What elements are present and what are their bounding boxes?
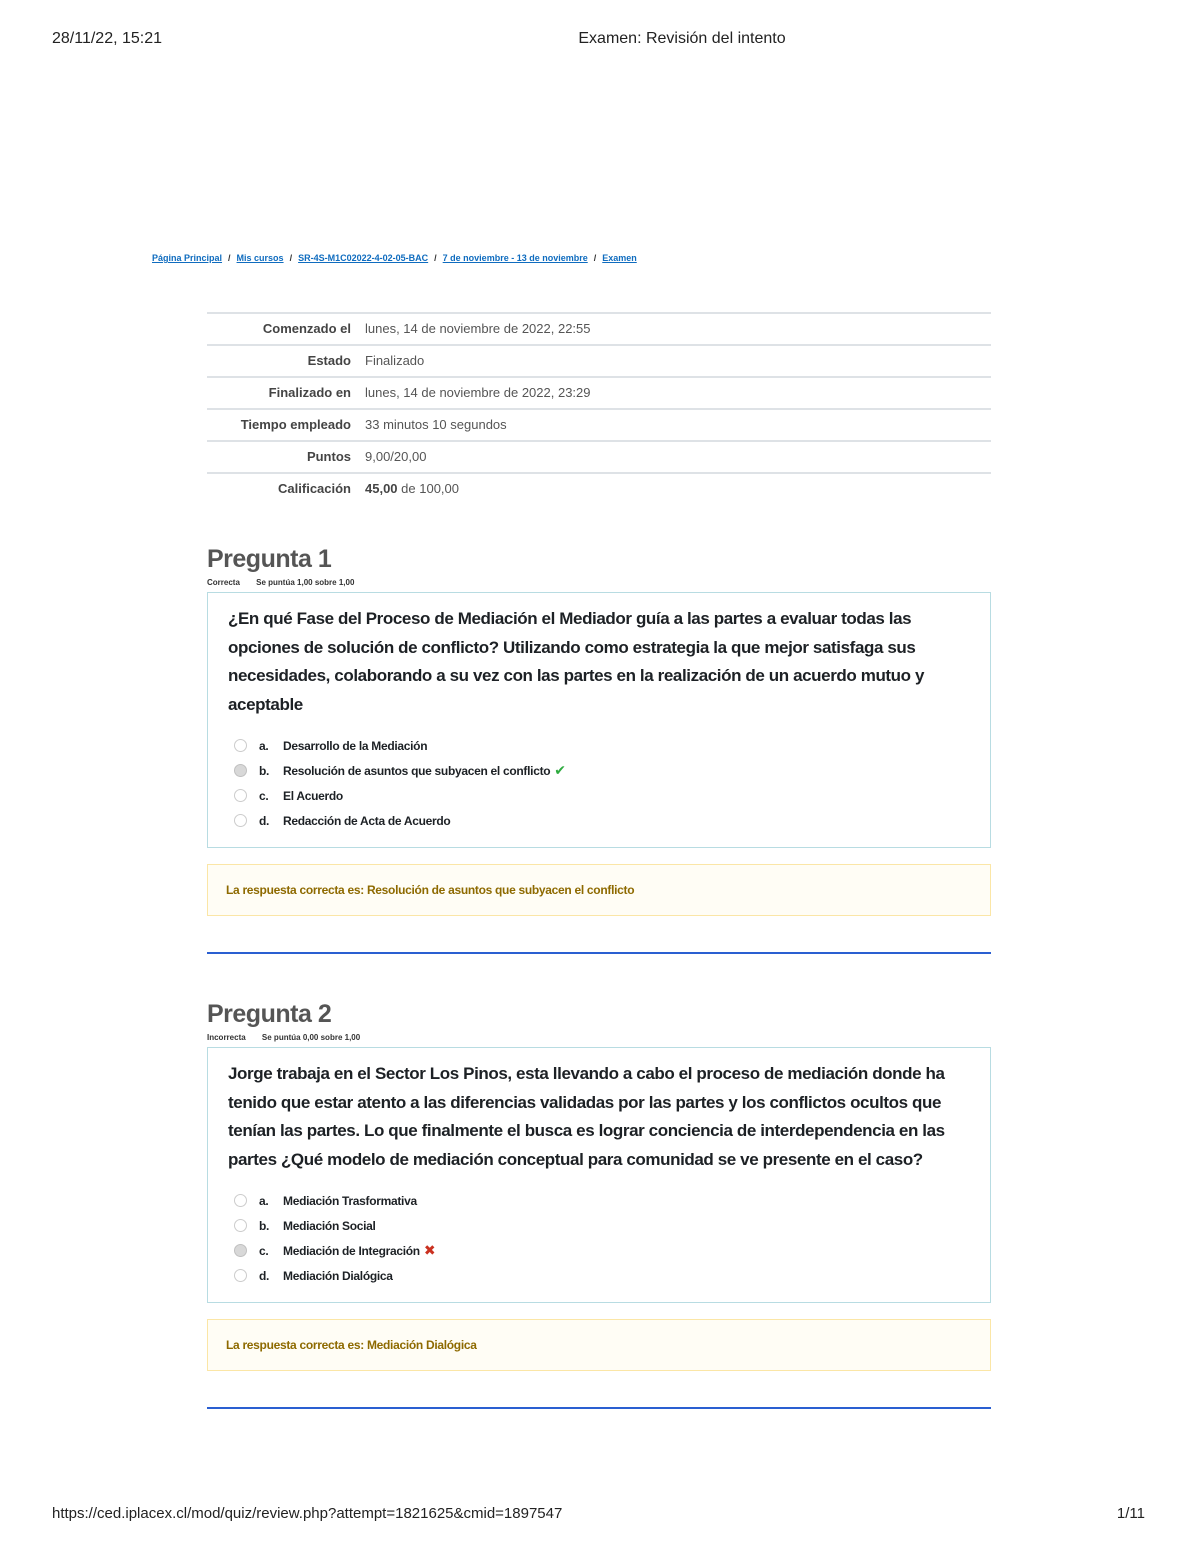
print-datetime: 28/11/22, 15:21	[52, 30, 163, 47]
answer-text: Mediación Trasformativa	[283, 1193, 417, 1208]
breadcrumb	[152, 253, 637, 263]
breadcrumb-my-courses[interactable]: Mis cursos	[236, 253, 284, 263]
question-label: Pregunta	[207, 545, 312, 573]
answer-list	[228, 733, 970, 833]
question-score: Se puntúa 0,00 sobre 1,00	[261, 1033, 361, 1042]
summary-label: Puntos	[207, 441, 359, 473]
radio-button-selected[interactable]	[234, 1244, 247, 1257]
question-divider	[207, 1407, 991, 1409]
correct-answer-feedback: La respuesta correcta es: Resolución de asuntos que subyacen el conflicto	[207, 864, 991, 916]
breadcrumb-course[interactable]: SR-4S-M1C02022-4-02-05-BAC	[298, 253, 429, 263]
breadcrumb-home[interactable]: Página Principal	[152, 253, 223, 263]
summary-value: lunes, 14 de noviembre de 2022, 22:55	[359, 313, 991, 345]
question-info	[207, 1033, 991, 1045]
breadcrumb-separator: /	[593, 253, 597, 263]
summary-label: Estado	[207, 345, 359, 377]
radio-button[interactable]	[234, 1219, 247, 1232]
answer-text: Mediación de Integración	[283, 1243, 420, 1258]
answer-text: Mediación Social	[283, 1218, 376, 1233]
answer-option-c[interactable]	[228, 783, 970, 808]
answer-option-d[interactable]	[228, 1263, 970, 1288]
question-title	[207, 544, 991, 574]
attempt-summary-table	[207, 312, 991, 504]
summary-value	[359, 473, 991, 504]
summary-row-time-taken	[207, 409, 991, 441]
summary-value: 9,00/20,00	[359, 441, 991, 473]
answer-text: Desarrollo de la Mediación	[283, 738, 428, 753]
answer-list	[228, 1188, 970, 1288]
question-status: Correcta	[207, 578, 240, 587]
radio-button[interactable]	[234, 739, 247, 752]
answer-text: Redacción de Acta de Acuerdo	[283, 813, 451, 828]
question-divider	[207, 952, 991, 954]
breadcrumb-separator: /	[434, 253, 437, 263]
summary-row-state	[207, 345, 991, 377]
answer-letter: b.	[259, 763, 270, 778]
answer-letter: c.	[259, 788, 269, 803]
answer-letter: d.	[259, 813, 270, 828]
print-url: https://ced.iplacex.cl/mod/quiz/review.php?attempt=1821625&cmid=1897547	[52, 1505, 563, 1522]
answer-letter: d.	[259, 1268, 270, 1283]
question-number: 2	[317, 1000, 332, 1028]
question-status: Incorrecta	[207, 1033, 246, 1042]
radio-button[interactable]	[234, 789, 247, 802]
answer-option-b[interactable]	[228, 1213, 970, 1238]
answer-text: El Acuerdo	[283, 788, 343, 803]
check-icon: ✔	[554, 762, 566, 778]
print-page-number: 1/11	[1116, 1505, 1145, 1522]
summary-row-started	[207, 313, 991, 345]
summary-value: Finalizado	[359, 345, 991, 377]
breadcrumb-separator: /	[289, 253, 293, 263]
answer-letter: a.	[259, 1193, 269, 1208]
breadcrumb-week[interactable]: 7 de noviembre - 13 de noviembre	[442, 253, 588, 263]
answer-option-b[interactable]	[228, 758, 970, 783]
question-score: Se puntúa 1,00 sobre 1,00	[256, 578, 355, 587]
answer-text: Mediación Dialógica	[283, 1268, 393, 1283]
breadcrumb-separator: /	[228, 253, 231, 263]
cross-icon: ✖	[423, 1242, 436, 1258]
question-content	[207, 592, 991, 848]
summary-label: Finalizado en	[207, 377, 359, 409]
question-1	[207, 544, 991, 954]
grade-max: de 100,00	[397, 481, 459, 496]
summary-value: 33 minutos 10 segundos	[359, 409, 991, 441]
question-text: Jorge trabaja en el Sector Los Pinos, esta llevando a cabo el proceso de mediación donde ha tenido que estar atento a las diferencias validadas por las partes y los conflictos ocultos que tenían las partes. Lo que finalmente el busca es lograr conciencia de interdependencia en las partes ¿Qué modelo de mediación conceptual para comunidad se ve presente en el caso?	[228, 1064, 945, 1169]
summary-value: lunes, 14 de noviembre de 2022, 23:29	[359, 377, 991, 409]
summary-label: Calificación	[207, 473, 359, 504]
answer-option-d[interactable]	[228, 808, 970, 833]
summary-label: Comenzado el	[207, 313, 359, 345]
question-number: 1	[317, 545, 332, 573]
radio-button[interactable]	[234, 1194, 247, 1207]
question-content	[207, 1047, 991, 1303]
question-title	[207, 999, 991, 1029]
question-info	[207, 578, 991, 590]
answer-option-a[interactable]	[228, 1188, 970, 1213]
print-page-title: Examen: Revisión del intento	[578, 30, 786, 47]
question-label: Pregunta	[207, 1000, 312, 1028]
question-text: ¿En qué Fase del Proceso de Mediación el Mediador guía a las partes a evaluar todas las opciones de solución de conflicto? Utilizando como estrategia la que mejor satisfaga sus necesidades, colaborando a su vez con las partes en la realización de un acuerdo mutuo y aceptable	[228, 609, 925, 714]
summary-row-points	[207, 441, 991, 473]
breadcrumb-exam[interactable]: Examen	[602, 253, 637, 263]
answer-letter: c.	[259, 1243, 269, 1258]
radio-button[interactable]	[234, 1269, 247, 1282]
correct-answer-feedback: La respuesta correcta es: Mediación Dialógica	[207, 1319, 991, 1371]
summary-row-grade	[207, 473, 991, 504]
answer-letter: a.	[259, 738, 269, 753]
answer-option-a[interactable]	[228, 733, 970, 758]
summary-label: Tiempo empleado	[207, 409, 359, 441]
radio-button[interactable]	[234, 814, 247, 827]
answer-text: Resolución de asuntos que subyacen el conflicto	[283, 763, 551, 778]
grade-value: 45,00	[365, 481, 398, 496]
summary-row-finished	[207, 377, 991, 409]
radio-button-selected[interactable]	[234, 764, 247, 777]
answer-option-c[interactable]	[228, 1238, 970, 1263]
answer-letter: b.	[259, 1218, 270, 1233]
question-2	[207, 999, 991, 1409]
